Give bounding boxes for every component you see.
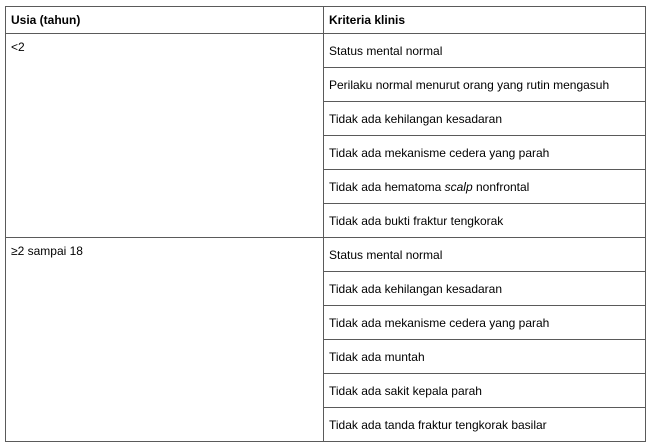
criteria-cell: Tidak ada mekanisme cedera yang parah xyxy=(324,136,646,170)
criteria-italic-text: scalp xyxy=(444,179,473,194)
criteria-text: Tidak ada hematoma xyxy=(329,179,445,194)
criteria-cell: Status mental normal xyxy=(324,34,646,68)
criteria-cell: Tidak ada kehilangan kesadaran xyxy=(324,102,646,136)
criteria-cell: Tidak ada sakit kepala parah xyxy=(324,374,646,408)
criteria-cell: Tidak ada bukti fraktur tengkorak xyxy=(324,204,646,238)
criteria-text: nonfrontal xyxy=(472,179,530,194)
criteria-cell: Tidak ada mekanisme cedera yang parah xyxy=(324,306,646,340)
criteria-cell: Tidak ada kehilangan kesadaran xyxy=(324,272,646,306)
age-cell: <2 xyxy=(6,34,324,238)
header-age: Usia (tahun) xyxy=(6,7,324,34)
criteria-cell: Perilaku normal menurut orang yang rutin mengasuh xyxy=(324,68,646,102)
criteria-cell: Tidak ada muntah xyxy=(324,340,646,374)
table-row xyxy=(6,238,646,272)
criteria-cell: Tidak ada tanda fraktur tengkorak basilar xyxy=(324,408,646,442)
header-row xyxy=(6,7,646,34)
table-row xyxy=(6,34,646,68)
criteria-cell: Status mental normal xyxy=(324,238,646,272)
age-cell: ≥2 sampai 18 xyxy=(6,238,324,442)
header-criteria: Kriteria klinis xyxy=(324,7,646,34)
criteria-cell xyxy=(324,170,646,204)
clinical-criteria-table xyxy=(5,6,646,442)
